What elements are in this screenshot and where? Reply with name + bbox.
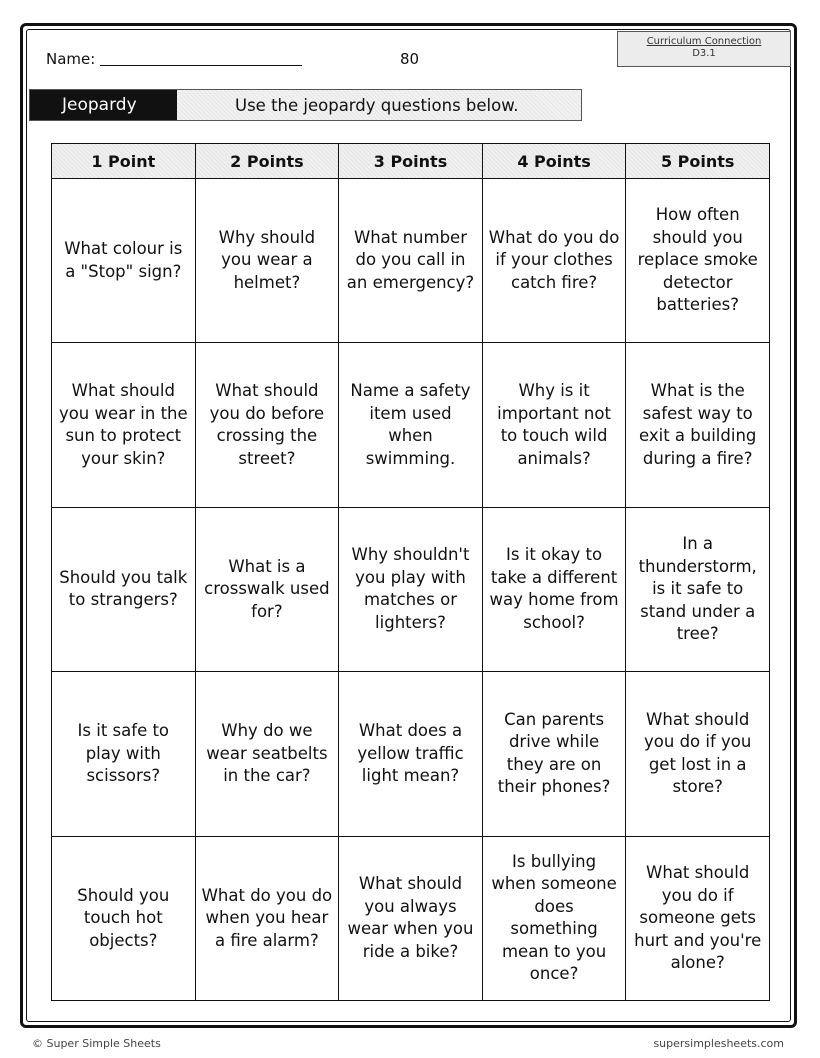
footer-website: supersimplesheets.com [653, 1037, 784, 1050]
footer-copyright: © Super Simple Sheets [32, 1037, 161, 1050]
table-row [52, 836, 770, 1000]
question-cell: Is it safe to play with scissors? [52, 672, 196, 836]
question-cell: What should you do if someone gets hurt and you're alone? [626, 836, 770, 1000]
question-cell: What is the safest way to exit a building during a fire? [626, 343, 770, 507]
table-row [52, 343, 770, 507]
question-cell: What should you do before crossing the street? [195, 343, 339, 507]
question-cell: Is it okay to take a different way home from school? [482, 507, 626, 671]
question-cell: Should you touch hot objects? [52, 836, 196, 1000]
question-cell: Can parents drive while they are on their phones? [482, 672, 626, 836]
header-5-points: 5 Points [626, 144, 770, 179]
instruction-text: Use the jeopardy questions below. [177, 90, 581, 120]
question-cell: Is bullying when someone does something mean to you once? [482, 836, 626, 1000]
question-cell: What number do you call in an emergency? [339, 179, 483, 343]
table-row [52, 507, 770, 671]
question-cell: Why is it important not to touch wild animals? [482, 343, 626, 507]
question-cell: What should you do if you get lost in a store? [626, 672, 770, 836]
table-row [52, 672, 770, 836]
header-4-points: 4 Points [482, 144, 626, 179]
jeopardy-table [51, 143, 770, 1001]
header-2-points: 2 Points [195, 144, 339, 179]
table-row [52, 179, 770, 343]
question-cell: Why should you wear a helmet? [195, 179, 339, 343]
jeopardy-label: Jeopardy [30, 90, 177, 120]
page-number: 80 [400, 50, 420, 68]
question-cell: Name a safety item used when swimming. [339, 343, 483, 507]
name-field-line[interactable] [100, 65, 302, 66]
name-label: Name: [46, 50, 96, 68]
curriculum-connection-box [617, 31, 791, 67]
question-cell: What should you wear in the sun to protect your skin? [52, 343, 196, 507]
question-cell: What does a yellow traffic light mean? [339, 672, 483, 836]
question-cell: What is a crosswalk used for? [195, 507, 339, 671]
header-1-point: 1 Point [52, 144, 196, 179]
question-cell: Why do we wear seatbelts in the car? [195, 672, 339, 836]
header-3-points: 3 Points [339, 144, 483, 179]
question-cell: What should you always wear when you ride a bike? [339, 836, 483, 1000]
header-row [52, 144, 770, 179]
jeopardy-banner [29, 89, 582, 121]
question-cell: How often should you replace smoke detector batteries? [626, 179, 770, 343]
question-cell: What do you do if your clothes catch fire? [482, 179, 626, 343]
curriculum-title: Curriculum Connection [646, 36, 762, 47]
question-cell: What colour is a "Stop" sign? [52, 179, 196, 343]
question-cell: In a thunderstorm, is it safe to stand under a tree? [626, 507, 770, 671]
question-cell: Should you talk to strangers? [52, 507, 196, 671]
question-cell: Why shouldn't you play with matches or lighters? [339, 507, 483, 671]
question-cell: What do you do when you hear a fire alarm? [195, 836, 339, 1000]
curriculum-code: D3.1 [692, 48, 716, 59]
